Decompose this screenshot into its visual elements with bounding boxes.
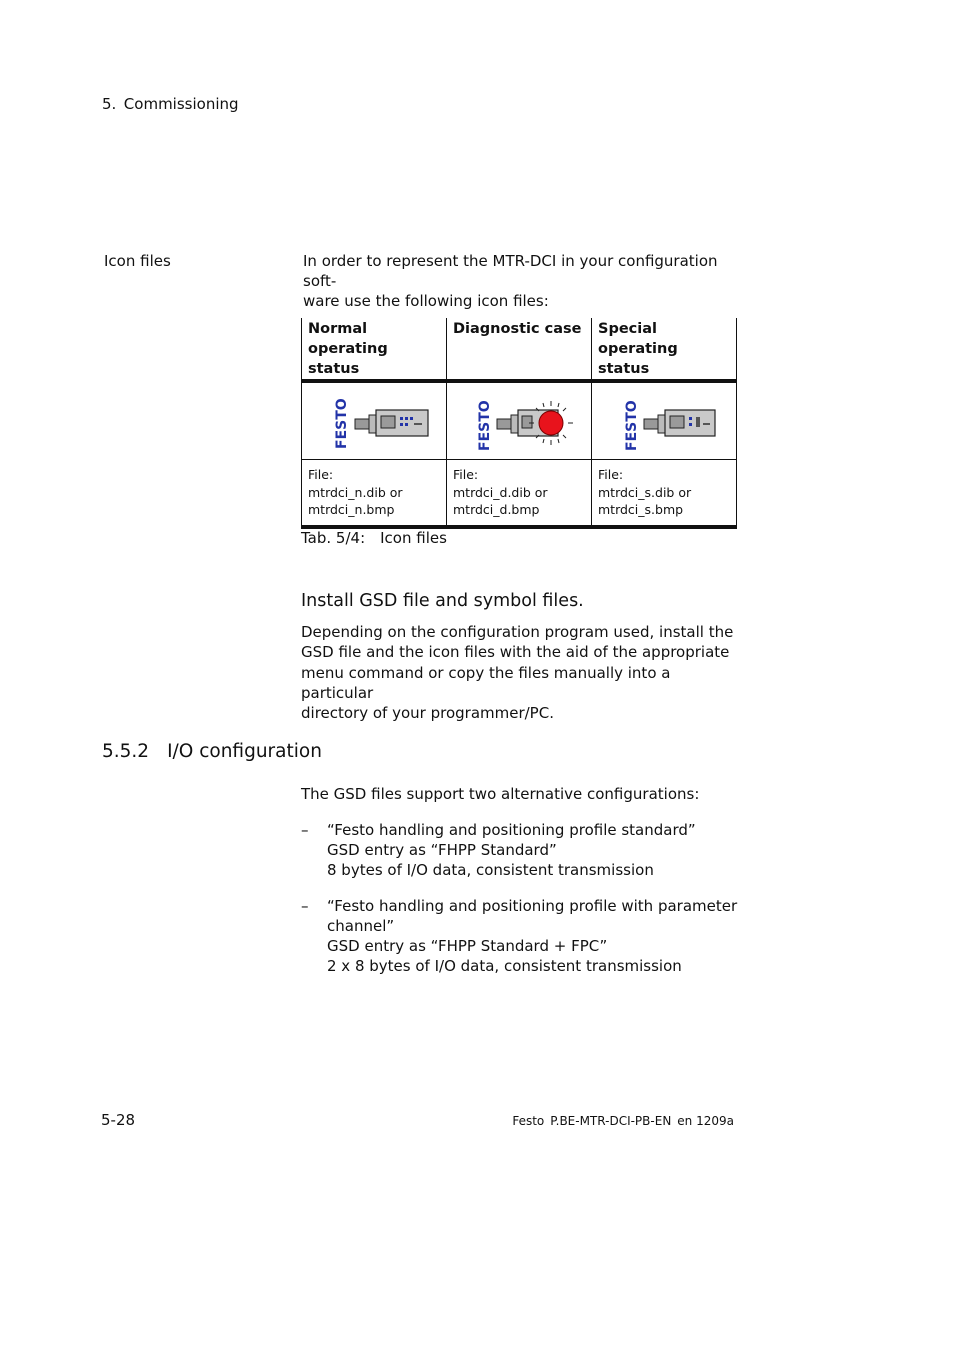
file-line: mtrdci_d.dib or [453, 484, 548, 500]
body-line: directory of your programmer/PC. [301, 704, 554, 723]
bullet-line: “Festo handling and positioning profile standard” [327, 821, 696, 839]
file-line: File: [453, 467, 479, 482]
festo-motor-diagnostic-icon [459, 383, 579, 455]
table-icon-row [302, 381, 737, 460]
bullet-item [327, 896, 737, 976]
file-line: mtrdci_s.dib or [598, 484, 692, 500]
icon-cell-normal [302, 381, 447, 460]
table-header-row [302, 318, 737, 381]
file-line: mtrdci_n.bmp [308, 502, 395, 517]
bullet-line: channel” [327, 917, 395, 935]
io-intro: The GSD files support two alternative configurations: [301, 785, 700, 803]
festo-motor-special-icon [604, 383, 724, 455]
file-cell-diagnostic [447, 460, 592, 528]
icon-cell-diagnostic [447, 381, 592, 460]
side-label-icon-files: Icon files [104, 252, 171, 270]
install-heading: Install GSD file and symbol files. [301, 591, 584, 611]
file-line: mtrdci_d.bmp [453, 502, 540, 517]
bullet-line: GSD entry as “FHPP Standard” [327, 841, 557, 859]
intro-line: In order to represent the MTR-DCI in your configuration soft- [303, 252, 718, 290]
bullet-line: 8 bytes of I/O data, consistent transmission [327, 861, 654, 879]
festo-motor-normal-icon [314, 383, 434, 455]
table-caption: Tab. 5/4: Icon files [301, 529, 447, 547]
header-line: status [308, 361, 360, 377]
header-line: Normal operating [308, 321, 388, 357]
section-heading [102, 739, 322, 765]
file-line: File: [308, 467, 334, 482]
body-line: menu command or copy the files manually into a particular [301, 663, 671, 702]
column-header-diagnostic [447, 318, 592, 381]
brand-label: FESTO [477, 400, 493, 451]
file-cell-special [592, 460, 737, 528]
bullet-line: “Festo handling and positioning profile with parameter [327, 897, 738, 915]
file-line: mtrdci_s.bmp [598, 502, 684, 517]
section-title: I/O configuration [167, 741, 322, 762]
table-file-row [302, 460, 737, 528]
bullet-dash: – [301, 897, 309, 915]
body-line: Depending on the configuration program used, install the [301, 623, 734, 641]
chapter-header: 5. Commissioning [102, 95, 239, 113]
file-line: File: [598, 467, 624, 482]
file-line: mtrdci_n.dib or [308, 484, 403, 500]
body-line: GSD file and the icon files with the aid of the appropriate [301, 643, 730, 662]
page-number: 5-28 [101, 1111, 136, 1129]
bullet-line: 2 x 8 bytes of I/O data, consistent transmission [327, 957, 682, 975]
brand-label: FESTO [334, 398, 350, 449]
icon-files-table [301, 318, 737, 529]
bullet-dash: – [301, 821, 309, 839]
file-cell-normal [302, 460, 447, 528]
column-header-normal [302, 318, 447, 381]
icon-files-intro [303, 251, 743, 311]
column-header-special [592, 318, 737, 381]
install-body [301, 622, 741, 723]
document-reference: Festo P.BE-MTR-DCI-PB-EN en 1209a [512, 1114, 734, 1128]
bullet-line: GSD entry as “FHPP Standard + FPC” [327, 937, 608, 955]
icon-cell-special [592, 381, 737, 460]
intro-line: ware use the following icon files: [303, 292, 549, 310]
header-line: Special operating [598, 321, 678, 357]
bullet-item [327, 820, 696, 880]
header-line: Diagnostic case [453, 321, 582, 337]
header-line: status [598, 361, 650, 377]
brand-label: FESTO [624, 400, 640, 451]
section-number: 5.5.2 [102, 741, 150, 762]
